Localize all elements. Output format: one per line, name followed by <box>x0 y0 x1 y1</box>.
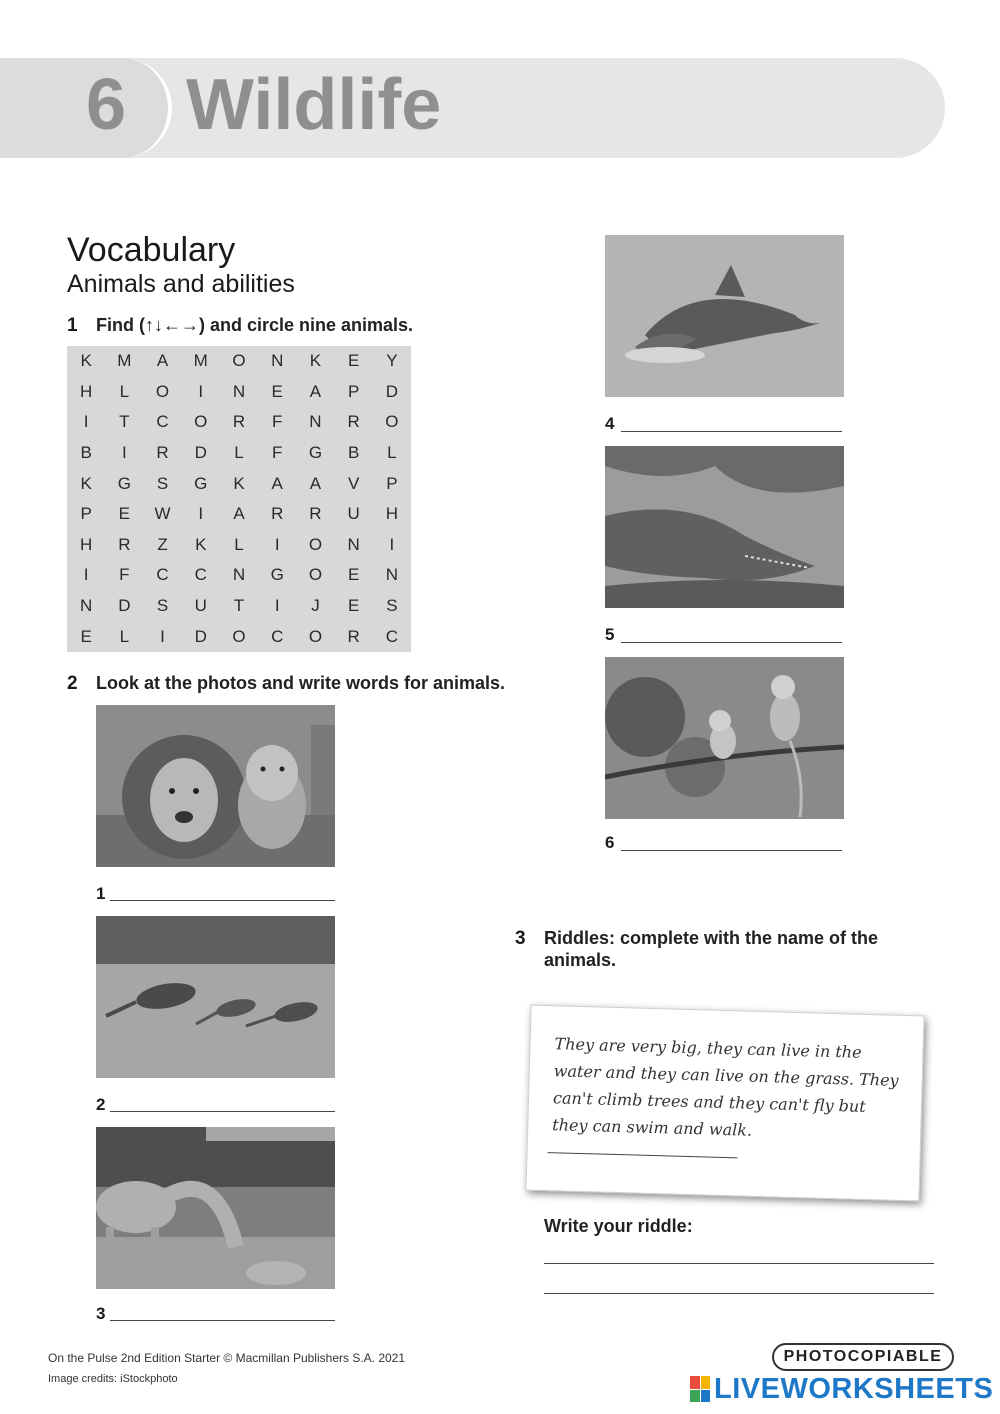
word-search-cell[interactable]: G <box>308 443 323 463</box>
word-search-cell[interactable]: F <box>272 412 283 432</box>
word-search-cell[interactable]: K <box>80 473 92 493</box>
word-search-cell[interactable]: S <box>156 596 169 616</box>
word-search-cell[interactable]: N <box>385 565 399 585</box>
answer-1-line[interactable] <box>110 899 335 901</box>
word-search-cell[interactable]: Z <box>157 534 168 554</box>
answer-5-line[interactable] <box>621 641 842 643</box>
word-search-cell[interactable]: I <box>83 412 89 432</box>
answer-6-line[interactable] <box>621 849 842 851</box>
word-search-cell[interactable]: N <box>309 412 322 432</box>
photo-2-number: 2 <box>96 1095 106 1114</box>
word-search-cell[interactable]: A <box>309 473 322 493</box>
word-search-cell[interactable]: N <box>232 381 246 401</box>
exercise-3-number: 3 <box>515 928 526 949</box>
giraffe-photo <box>96 1127 335 1289</box>
word-search-cell[interactable]: K <box>233 473 245 493</box>
word-search-cell[interactable]: W <box>154 504 171 524</box>
word-search-cell[interactable]: I <box>274 596 280 616</box>
word-search-cell[interactable]: R <box>347 626 360 646</box>
word-search-grid[interactable] <box>67 346 411 652</box>
word-search-cell[interactable]: E <box>347 565 360 585</box>
write-riddle-label: Write your riddle: <box>544 1216 693 1236</box>
word-search-cell[interactable]: M <box>193 351 208 371</box>
word-search-cell[interactable]: O <box>308 626 323 646</box>
photocopiable-badge: PHOTOCOPIABLE <box>772 1343 954 1371</box>
word-search-cell[interactable]: I <box>83 565 89 585</box>
unit-title: Wildlife <box>186 65 442 145</box>
word-search-cell[interactable]: T <box>233 596 245 616</box>
word-search-cell[interactable]: Y <box>386 351 398 371</box>
exercise-3-instruction-line2: animals. <box>544 950 617 970</box>
word-search-cell[interactable]: K <box>195 534 207 554</box>
word-search-cell[interactable]: O <box>385 412 399 432</box>
word-search-cell[interactable]: K <box>80 351 92 371</box>
word-search-cell[interactable]: V <box>347 473 360 493</box>
word-search-cell[interactable]: D <box>194 443 207 463</box>
word-search-cell[interactable]: C <box>156 412 169 432</box>
word-search-cell[interactable]: B <box>347 443 360 463</box>
exercise-3-instruction-line1: Riddles: complete with the name of the <box>544 928 879 948</box>
kangaroo-photo <box>96 916 335 1078</box>
liveworksheets-wordmark: LIVEWORKSHEETS <box>714 1372 994 1405</box>
answer-3-line[interactable] <box>110 1319 335 1321</box>
liveworksheets-logo[interactable] <box>690 1372 993 1406</box>
exercise-2-instruction: Look at the photos and write words for animals. <box>96 673 506 693</box>
word-search-cell[interactable]: H <box>79 381 93 401</box>
monkey-photo <box>605 657 844 819</box>
photo-3-number: 3 <box>96 1304 106 1323</box>
copyright-text: On the Pulse 2nd Edition Starter © Macmillan Publishers S.A. 2021 <box>48 1351 406 1365</box>
word-search-cell[interactable]: I <box>121 443 127 463</box>
word-search-cell[interactable]: O <box>155 381 170 401</box>
photo-5-number: 5 <box>605 625 615 644</box>
word-search-cell[interactable]: T <box>119 412 130 432</box>
photo-6-number: 6 <box>605 833 615 852</box>
word-search-cell[interactable]: G <box>194 473 208 493</box>
word-search-cell[interactable]: O <box>194 412 208 432</box>
word-search-cell[interactable]: N <box>271 351 284 371</box>
word-search-cell[interactable]: G <box>117 473 131 493</box>
word-search-cell[interactable]: D <box>118 596 131 616</box>
word-search-cell[interactable]: G <box>270 565 284 585</box>
word-search-cell[interactable]: L <box>234 534 244 554</box>
exercise-1-number: 1 <box>67 315 78 336</box>
word-search-cell[interactable]: R <box>118 534 131 554</box>
dolphin-photo <box>605 235 844 397</box>
word-search-cell[interactable]: L <box>119 626 130 646</box>
exercise-1-instruction: Find (↑↓←→) and circle nine animals. <box>96 315 414 335</box>
word-search-cell[interactable]: R <box>309 504 322 524</box>
word-search-cell[interactable]: H <box>79 534 93 554</box>
word-search-cell[interactable]: I <box>198 504 204 524</box>
word-search-cell[interactable]: E <box>347 596 360 616</box>
word-search-cell[interactable]: O <box>232 351 246 371</box>
word-search-cell[interactable]: L <box>387 443 397 463</box>
word-search-cell[interactable]: U <box>347 504 360 524</box>
word-search-cell[interactable]: O <box>308 534 323 554</box>
word-search-cell[interactable]: D <box>385 381 399 401</box>
word-search-cell[interactable]: I <box>198 381 204 401</box>
word-search-cell[interactable]: C <box>271 626 284 646</box>
liveworksheets-logo-icon <box>690 1376 710 1402</box>
word-search-cell[interactable]: I <box>389 534 395 554</box>
word-search-cell[interactable]: E <box>80 626 92 646</box>
word-search-cell[interactable]: B <box>80 443 92 463</box>
riddle-answer-line[interactable] <box>548 1152 738 1158</box>
word-search-cell[interactable]: E <box>118 504 130 524</box>
word-search-cell[interactable]: E <box>347 351 360 371</box>
riddle-card <box>525 1005 924 1202</box>
word-search-cell[interactable]: R <box>232 412 246 432</box>
word-search-cell[interactable]: C <box>194 565 207 585</box>
word-search-cell[interactable]: P <box>347 381 360 401</box>
photo-4-number: 4 <box>605 414 615 433</box>
word-search-cell[interactable]: S <box>156 473 169 493</box>
word-search-cell[interactable]: F <box>119 565 130 585</box>
exercise-2-number: 2 <box>67 673 78 694</box>
word-search-cell[interactable]: R <box>271 504 284 524</box>
word-search-cell[interactable]: D <box>194 626 207 646</box>
word-search-cell[interactable]: M <box>117 351 132 371</box>
word-search-cell[interactable]: J <box>311 596 320 616</box>
word-search-cell[interactable]: F <box>272 443 283 463</box>
answer-2-line[interactable] <box>110 1110 335 1112</box>
word-search-cell[interactable]: O <box>308 565 323 585</box>
word-search-cell[interactable]: N <box>79 596 93 616</box>
word-search-cell[interactable]: P <box>80 504 92 524</box>
answer-4-line[interactable] <box>621 430 842 432</box>
riddle-write-line-1[interactable] <box>544 1262 934 1264</box>
word-search-cell[interactable]: E <box>271 381 283 401</box>
word-search-cell[interactable]: O <box>232 626 246 646</box>
word-search-cell[interactable]: H <box>385 504 399 524</box>
word-search-cell[interactable]: R <box>347 412 360 432</box>
word-search-cell[interactable]: I <box>160 626 165 646</box>
word-search-cell[interactable]: C <box>156 565 169 585</box>
word-search-cell[interactable]: U <box>194 596 207 616</box>
word-search-cell[interactable]: N <box>347 534 360 554</box>
word-search-cell[interactable]: K <box>309 351 322 371</box>
word-search-cell[interactable]: R <box>156 443 169 463</box>
word-search-cell[interactable]: A <box>156 351 169 371</box>
word-search-cell[interactable]: C <box>385 626 399 646</box>
word-search-cell[interactable]: P <box>386 473 398 493</box>
word-search-cell[interactable]: I <box>274 534 280 554</box>
word-search-cell[interactable]: N <box>232 565 246 585</box>
word-search-cell[interactable]: L <box>234 443 244 463</box>
word-search-cell[interactable]: A <box>271 473 283 493</box>
lion-photo <box>96 705 335 867</box>
crocodile-photo <box>605 446 844 608</box>
photo-1-number: 1 <box>96 884 106 903</box>
riddle-write-line-2[interactable] <box>544 1292 934 1294</box>
riddle-text: They are very big, they can live in the water and they can live on the grass. They can't climb trees and they can't fly but they can swim and walk. <box>552 1034 899 1140</box>
section-title: Vocabulary <box>67 231 236 269</box>
word-search-cell[interactable]: A <box>233 504 245 524</box>
section-subtitle: Animals and abilities <box>67 270 295 298</box>
image-credits: Image credits: iStockphoto <box>48 1373 178 1385</box>
word-search-cell[interactable]: L <box>119 381 130 401</box>
unit-number: 6 <box>86 65 127 145</box>
word-search-cell[interactable]: S <box>386 596 398 616</box>
word-search-cell[interactable]: A <box>309 381 322 401</box>
